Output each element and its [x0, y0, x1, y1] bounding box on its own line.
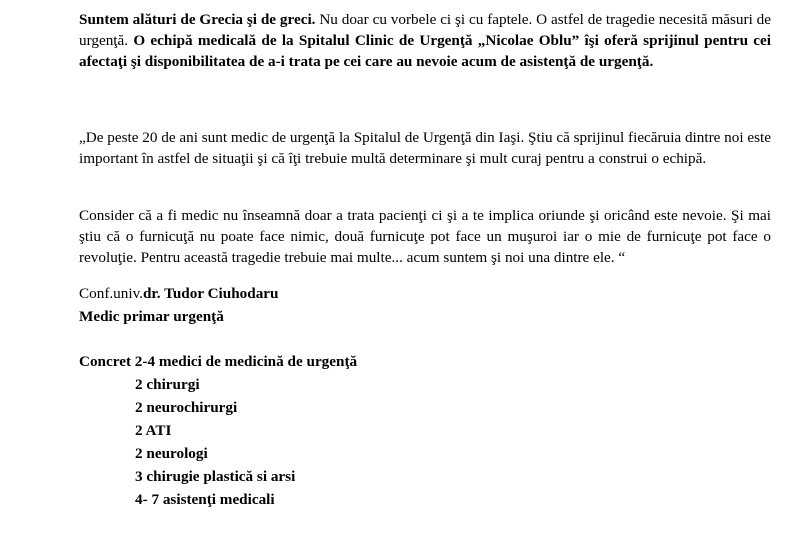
- signature-role: Medic primar urgenţă: [79, 308, 224, 325]
- team-list-item: 2 neurochirurgi: [135, 399, 238, 416]
- intro-normal-text: Nu doar cu vorbele ci şi cu faptele. O astfel de tragedie necesită măsuri de urgenţă.: [79, 11, 771, 49]
- signature-title-prefix: Conf.univ.: [79, 285, 143, 302]
- quote-paragraph-2: Consider că a fi medic nu înseamnă doar a trata pacienţi ci şi a te implica oriunde şi oricând este nevoie. Şi mai ştiu că o furnicuţă nu poate face nimic, două furnicuţe pot face un muşuroi iar o mie de furnicuţe pot face o revoluţie. Pentru această tragedie trebuie mai multe... acum suntem şi noi una dintre ele. “: [79, 207, 771, 266]
- quote-paragraph-1: „De peste 20 de ani sunt medic de urgenţă la Spitalul de Urgenţă din Iaşi. Ştiu că sprijinul fiecăruia dintre noi este important în astfel de situaţii şi că îţi trebuie multă determinare şi mult curaj pentru a construi o echipă.: [79, 129, 771, 167]
- intro-paragraph: [79, 9, 771, 72]
- team-list-item: 2 ATI: [135, 422, 172, 439]
- team-list-item: 4- 7 asistenţi medicali: [135, 491, 275, 508]
- team-list-item: 2 neurologi: [135, 445, 208, 462]
- intro-bold-lead: Suntem alături de Grecia şi de greci.: [79, 11, 316, 28]
- team-heading: Concret 2-4 medici de medicină de urgenţă: [79, 353, 358, 370]
- team-list-item: 3 chirugie plastică si arsi: [135, 468, 296, 485]
- intro-bold-offer: O echipă medicală de la Spitalul Clinic de Urgenţă „Nicolae Oblu” îşi oferă sprijinul pentru cei afectaţi şi disponibilitatea de a-i trata pe cei care au nevoie acum de asistenţă de urgenţă.: [79, 32, 771, 70]
- team-list-item: 2 chirurgi: [135, 376, 200, 393]
- signature-name: dr. Tudor Ciuhodaru: [142, 285, 279, 302]
- team-list: [135, 374, 295, 512]
- signature-name-line: [79, 283, 278, 304]
